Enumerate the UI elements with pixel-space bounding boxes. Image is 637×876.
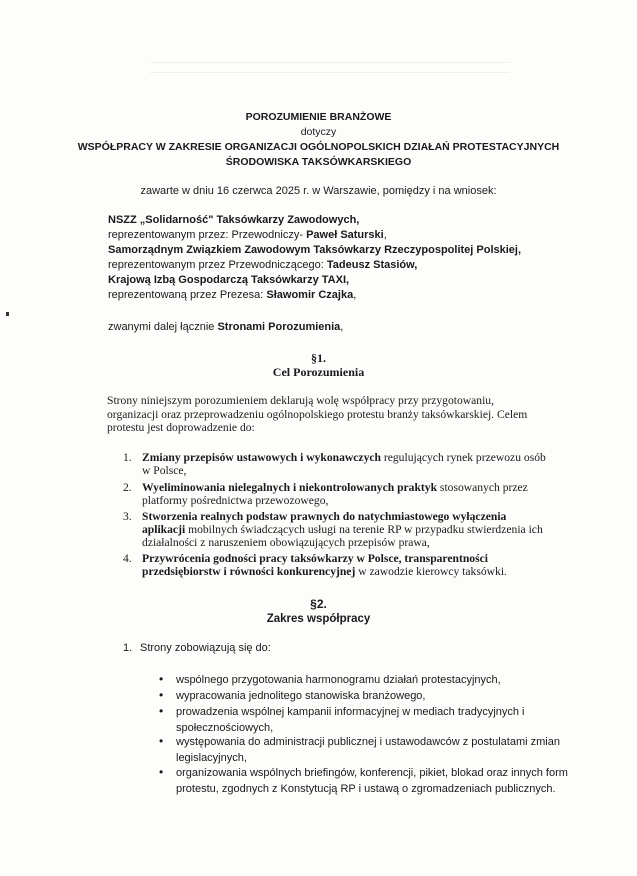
rep-prefix: reprezentowanym przez Przewodniczącego: <box>108 259 327 271</box>
scan-artifact-dot <box>6 312 9 316</box>
scan-artifact-line <box>150 72 510 73</box>
goal-text: stosowanych przez platformy pośrednictwa przewozowego, <box>142 481 528 507</box>
party-2-name: Samorządnym Związkiem Zawodowym Taksówkarzy Rzeczypospolitej Polskiej, <box>108 244 522 256</box>
joint-term: Stronami Porozumienia <box>217 321 341 333</box>
section-1-number: §1. <box>311 351 326 365</box>
rep-prefix: reprezentowanym przez: Przewodniczy- <box>108 229 307 241</box>
section-2-number: §2. <box>310 597 327 611</box>
list-number: 2. <box>123 481 132 494</box>
scope-item-5: organizowania wspólnych briefingów, konferencji, pikiet, blokad oraz innych form protestu, zgodnych z Konstytucją RP i ustawą o zgromadzeniach publicznych. <box>176 767 568 795</box>
section-1-intro: Strony niniejszym porozumieniem deklarują wolę współpracy przy przygotowaniu, organizacji oraz przeprowadzeniu ogólnopolskiego protestu branży taksówkarskiej. Celem protestu jest doprowadzenie do: <box>107 394 528 434</box>
goal-item-1 <box>142 451 548 477</box>
goal-text: w zawodzie kierowcy taksówki. <box>355 565 507 578</box>
joint-suffix: , <box>340 321 344 333</box>
bullet-icon: • <box>159 704 164 718</box>
section-1-heading: Cel Porozumienia <box>272 365 365 379</box>
party-3-name: Krajową Izbą Gospodarczą Taksówkarzy TAXI, <box>108 274 350 286</box>
rep-name: Paweł Saturski <box>306 229 384 241</box>
scope-item-3: prowadzenia wspólnej kampanii informacyjnej w mediach tradycyjnych i społecznościowych, <box>176 706 525 734</box>
agreement-date: zawarte w dniu 16 czerwca 2025 r. w Warszawie, pomiędzy i na wniosek: <box>140 185 497 197</box>
scope-item-1: wspólnego przygotowania harmonogramu działań protestacyjnych, <box>176 674 501 686</box>
rep-name: Sławomir Czajka <box>266 289 354 301</box>
goal-emphasis: Wyeliminowania nielegalnych i niekontrolowanych praktyk <box>142 481 438 494</box>
goal-emphasis: Stworzenia realnych podstaw prawnych do natychmiastowego wyłączenia aplikacji <box>142 510 507 536</box>
party-3-representative <box>108 288 356 303</box>
goal-emphasis: Przywrócenia godności pracy taksówkarzy w Polsce, transparentności przedsiębiorstw i równości konkurencyjnej <box>142 552 488 578</box>
rep-suffix: , <box>353 289 357 301</box>
party-1-name: NSZZ „Solidarność" Taksówkarzy Zawodowych, <box>108 214 360 226</box>
scan-artifact-line <box>150 62 510 63</box>
list-number: 1. <box>123 642 133 654</box>
joint-prefix: zwanymi dalej łącznie <box>108 321 218 333</box>
scope-item-4: występowania do administracji publicznej i ustawodawców z postulatami zmian legislacyjnych, <box>176 736 560 764</box>
doc-title-connector: dotyczy <box>300 126 337 138</box>
bullet-icon: • <box>159 672 164 686</box>
goal-item-3 <box>142 510 548 549</box>
party-2-representative <box>108 258 417 273</box>
rep-prefix: reprezentowaną przez Prezesa: <box>108 289 267 301</box>
list-number: 4. <box>123 552 132 565</box>
bullet-icon: • <box>159 688 164 702</box>
doc-subtitle-2: ŚRODOWISKA TAKSÓWKARSKIEGO <box>225 156 412 168</box>
rep-name: Tadeusz Stasiów, <box>326 259 418 271</box>
section-2-heading: Zakres współpracy <box>266 613 371 625</box>
doc-subtitle: WSPÓŁPRACY W ZAKRESIE ORGANIZACJI OGÓLNOPOLSKICH DZIAŁAŃ PROTESTACYJNYCH <box>77 141 560 153</box>
goal-item-2 <box>142 481 548 507</box>
list-number: 1. <box>123 451 132 464</box>
goal-emphasis: Zmiany przepisów ustawowych i wykonawczych <box>142 451 381 464</box>
goal-text: mobilnych świadczących usługi na terenie RP w przypadku stwierdzenia ich działalności z naruszeniem obowiązujących przepisów prawa, <box>142 523 543 549</box>
party-1-representative <box>108 228 387 243</box>
bullet-icon: • <box>159 765 164 779</box>
doc-title: POROZUMIENIE BRANŻOWE <box>245 111 392 123</box>
scope-item-2: wypracowania jednolitego stanowiska branżowego, <box>176 690 426 702</box>
goal-item-4 <box>142 552 548 578</box>
joint-definition <box>108 320 343 335</box>
list-number: 3. <box>123 510 132 523</box>
rep-suffix: , <box>383 229 387 241</box>
bullet-icon: • <box>159 734 164 748</box>
goal-text: regulujących rynek przewozu osób w Polsce, <box>142 451 546 477</box>
section-2-item-1: Strony zobowiązują się do: <box>140 642 271 654</box>
